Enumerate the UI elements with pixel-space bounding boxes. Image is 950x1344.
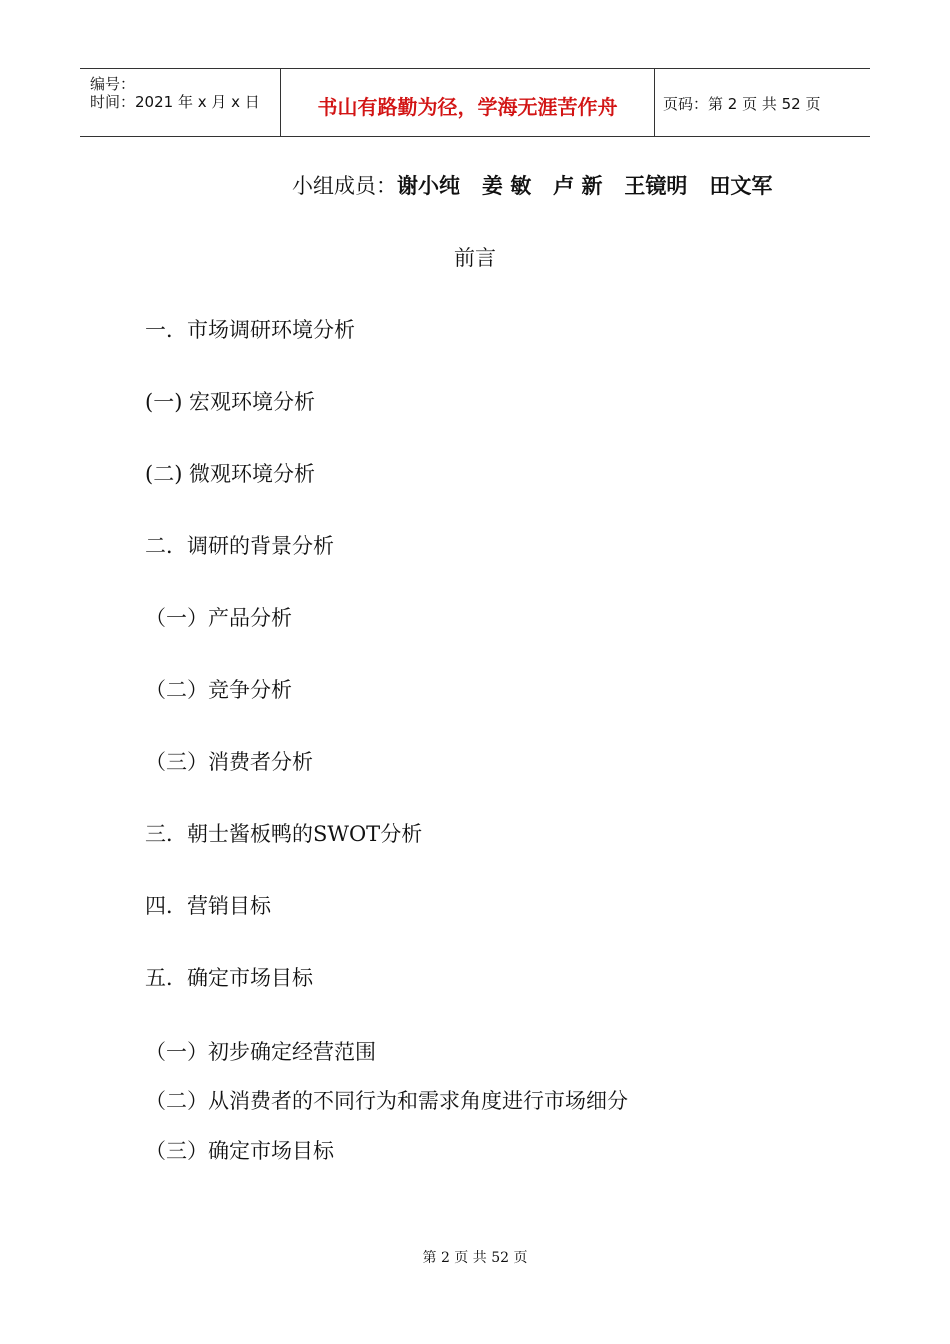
page-footer: 第 2 页 共 52 页 xyxy=(422,1250,528,1266)
toc-item: 五．确定市场目标 xyxy=(145,966,313,990)
toc-item: （二）竞争分析 xyxy=(145,678,292,702)
page-number-label: 页码：第 2 页 共 52 页 xyxy=(663,95,821,113)
toc-item: 四．营销目标 xyxy=(145,894,271,918)
date-label: 时间：2021 年 x 月 x 日 xyxy=(90,93,260,111)
toc-item: (一) 宏观环境分析 xyxy=(145,390,316,414)
toc-item: （一）产品分析 xyxy=(145,606,292,630)
preface-title: 前言 xyxy=(454,246,496,270)
motto-text: 书山有路勤为径，学海无涯苦作舟 xyxy=(317,95,618,119)
header-motto-cell xyxy=(281,69,655,136)
members-label: 小组成员： xyxy=(292,174,397,198)
members-names: 谢小纯 姜 敏 卢 新 王镜明 田文军 xyxy=(397,174,773,198)
toc-item: （三）确定市场目标 xyxy=(145,1139,334,1163)
document-header xyxy=(80,68,870,137)
toc-item: (二) 微观环境分析 xyxy=(145,462,316,486)
header-meta-cell xyxy=(80,69,281,136)
toc-item: 一．市场调研环境分析 xyxy=(145,318,355,342)
toc-item: 三．朝士酱板鸭的SWOT分析 xyxy=(145,822,423,846)
toc-item: 二．调研的背景分析 xyxy=(145,534,334,558)
group-members xyxy=(292,170,772,200)
toc-item: （三）消费者分析 xyxy=(145,750,313,774)
toc-item: （一）初步确定经营范围 xyxy=(145,1040,376,1064)
toc-item: （二）从消费者的不同行为和需求角度进行市场细分 xyxy=(145,1089,628,1113)
header-page-cell xyxy=(655,69,870,136)
serial-number-label: 编号： xyxy=(90,75,136,93)
